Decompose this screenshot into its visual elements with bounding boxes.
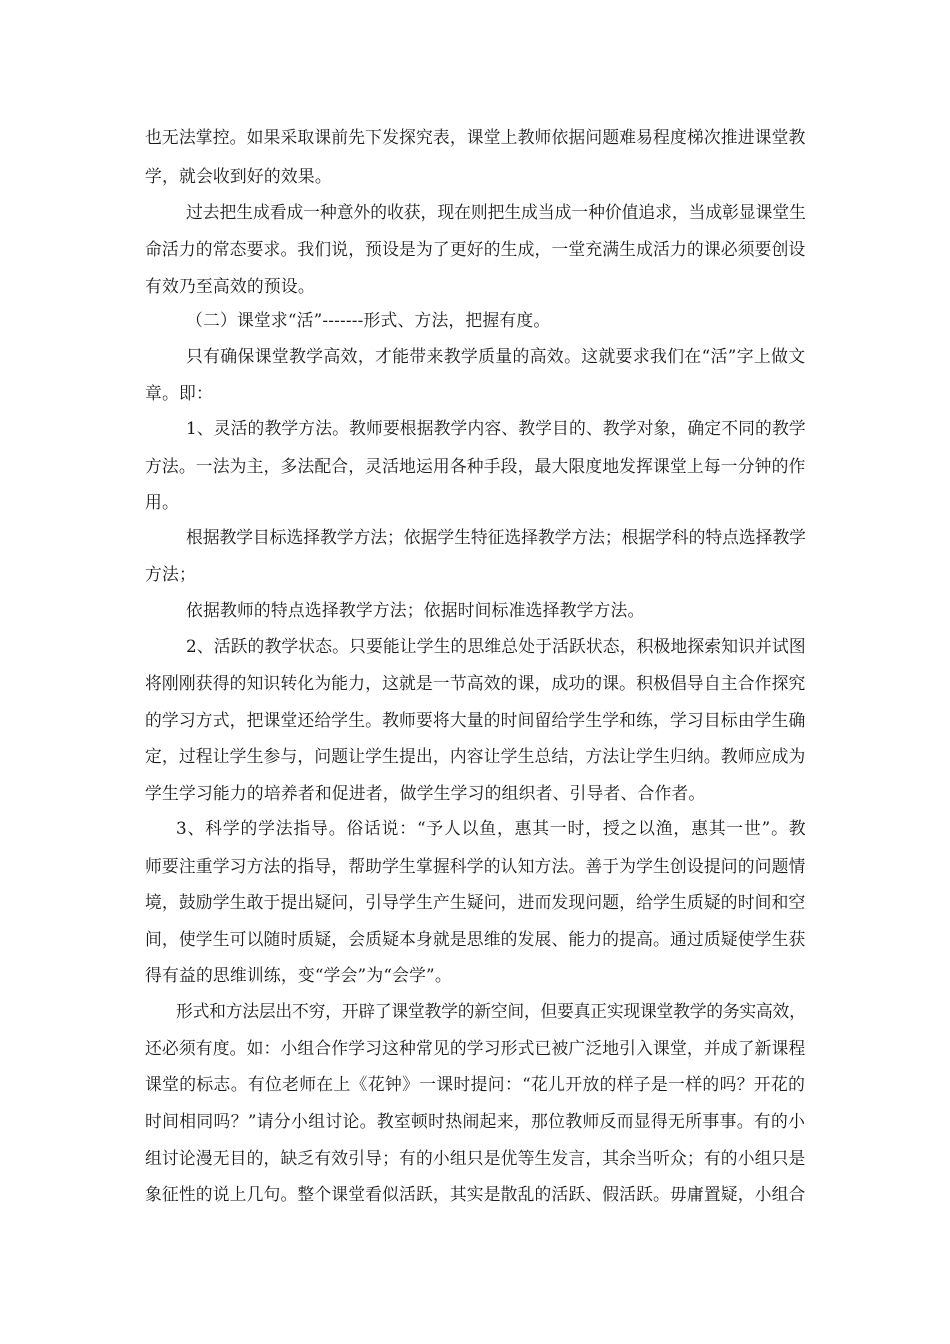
text-line: 命活力的常态要求。我们说，预设是为了更好的生成，一堂充满生成活力的课必须要创设	[145, 239, 806, 259]
text-line: 只有确保课堂教学高效，才能带来教学质量的高效。这就要求我们在“活”字上做文	[186, 346, 806, 366]
text-line: 有效乃至高效的预设。	[145, 276, 315, 296]
text-line: 学，就会收到好的效果。	[145, 166, 332, 186]
text-line: 用。	[145, 492, 179, 512]
text-line: 还必须有度。如：小组合作学习这种常见的学习形式已被广泛地引入课堂，并成了新课程	[145, 1038, 806, 1058]
text-line: 课堂的标志。有位老师在上《花钟》一课时提问：“花儿开放的样子是一样的吗？开花的	[145, 1074, 806, 1094]
text-line: 方法；	[145, 564, 196, 584]
text-line: 学生学习能力的培养者和促进者，做学生学习的组织者、引导者、合作者。	[145, 783, 706, 803]
text-line: 将刚刚获得的知识转化为能力，这就是一节高效的课，成功的课。积极倡导自主合作探究	[145, 673, 806, 693]
text-line: 得有益的思维训练，变“学会”为“会学”。	[145, 965, 452, 985]
text-line: 也无法掌控。如果采取课前先下发探究表，课堂上教师依据问题难易程度梯次推进课堂教	[145, 127, 806, 147]
text-line: 方法。一法为主，多法配合，灵活地运用各种手段，最大限度地发挥课堂上每一分钟的作	[145, 456, 806, 476]
text-line: 形式和方法层出不穷，开辟了课堂教学的新空间，但要真正实现课堂教学的务实高效，	[176, 1001, 806, 1021]
text-line: 过去把生成看成一种意外的收获，现在则把生成当成一种价值追求，当成彰显课堂生	[186, 202, 806, 222]
text-line: 3、科学的学法指导。俗话说：“予人以鱼，惠其一时，授之以渔，惠其一世”。教	[176, 818, 807, 838]
text-line: 定，过程让学生参与，问题让学生提出，内容让学生总结，方法让学生归纳。教师应成为	[145, 746, 806, 766]
text-line: 的学习方式，把课堂还给学生。教师要将大量的时间留给学生学和练，学习目标由学生确	[145, 710, 806, 730]
text-line: 依据教师的特点选择教学方法；依据时间标准选择教学方法。	[186, 600, 645, 620]
text-line: 境，鼓励学生敢于提出疑问，引导学生产生疑问，进而发现问题，给学生质疑的时间和空	[145, 892, 806, 912]
text-line: 根据教学目标选择教学方法；依据学生特征选择教学方法；根据学科的特点选择教学	[186, 527, 806, 547]
text-line: 章。即：	[145, 383, 213, 403]
section-heading: （二）课堂求“活”-------形式、方法，把握有度。	[186, 310, 551, 330]
text-line: 师要注重学习方法的指导，帮助学生掌握科学的认知方法。善于为学生创设提问的问题情	[145, 856, 806, 876]
text-line: 间，使学生可以随时质疑，会质疑本身就是思维的发展、能力的提高。通过质疑使学生获	[145, 929, 806, 949]
text-line: 时间相同吗？”请分小组讨论。教室顿时热闹起来，那位教师反而显得无所事事。有的小	[145, 1111, 806, 1131]
text-line: 1、灵活的教学方法。教师要根据教学内容、教学目的、教学对象，确定不同的教学	[186, 418, 806, 438]
text-line: 象征性的说上几句。整个课堂看似活跃，其实是散乱的活跃、假活跃。毋庸置疑，小组合	[145, 1184, 806, 1204]
text-line: 组讨论漫无目的，缺乏有效引导；有的小组只是优等生发言，其余当听众；有的小组只是	[145, 1148, 806, 1168]
text-line: 2、活跃的教学状态。只要能让学生的思维总处于活跃状态，积极地探索知识并试图	[186, 636, 806, 656]
